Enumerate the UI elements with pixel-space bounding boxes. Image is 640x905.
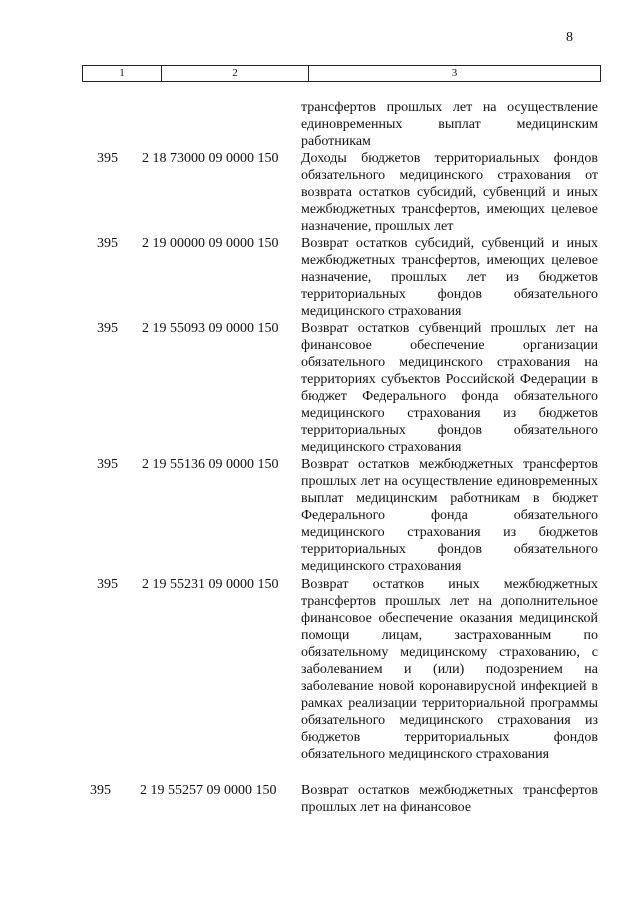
row-description: Доходы бюджетов территориальных фондов обязательного медицинского страхования от возврата остатков субсидий, субвенций и иных межбюджетных трансфертов, имеющих целевое назначение, прошлых лет [301,151,598,234]
admin-code: 395 [97,151,118,166]
admin-code: 395 [97,457,118,472]
budget-code: 2 19 55257 09 0000 150 [140,783,277,798]
budget-code: 2 18 73000 09 0000 150 [142,151,279,166]
admin-code: 395 [90,783,111,798]
page-number: 8 [566,30,573,45]
budget-code: 2 19 55231 09 0000 150 [142,577,279,592]
admin-code: 395 [97,577,118,592]
header-col-3: 3 [451,67,458,79]
header-col-2: 2 [162,66,309,81]
budget-code: 2 19 55093 09 0000 150 [142,321,279,336]
header-col-1: 1 [83,66,162,81]
continuation-description: трансфертов прошлых лет на осуществление единовременных выплат медицинским работникам [301,100,598,149]
row-description: Возврат остатков межбюджетных трансфертов прошлых лет на финансовое [301,783,598,815]
admin-code: 395 [97,321,118,336]
budget-code: 2 19 55136 09 0000 150 [142,457,279,472]
row-description: Возврат остатков иных межбюджетных трансфертов прошлых лет на дополнительное финансовое обеспечение оказания медицинской помощи лицам, застрахованным по обязательному медицинскому страхованию, с заболеванием и (или) подозрением на заболевание новой коронавирусной инфекцией в рамках реализации территориальной программы обязательного медицинского страхования из бюджетов территориальных фондов обязательного медицинского страхования [301,577,598,762]
row-description: Возврат остатков субвенций прошлых лет на финансовое обеспечение организации обязательного медицинского страхования на территориях субъектов Российской Федерации в бюджет Федерального фонда обязательного медицинского страхования из бюджетов территориальных фондов обязательного медицинского страхования [301,321,598,455]
row-description: Возврат остатков межбюджетных трансфертов прошлых лет на осуществление единовременных выплат медицинским работникам в бюджет Федерального фонда обязательного медицинского страхования из бюджетов территориальных фондов обязательного медицинского страхования [301,457,598,574]
budget-code: 2 19 00000 09 0000 150 [142,236,279,251]
row-description: Возврат остатков субсидий, субвенций и иных межбюджетных трансфертов, имеющих целевое назначение, прошлых лет из бюджетов территориальных фондов обязательного медицинского страхования [301,236,598,319]
table-header [82,65,601,82]
admin-code: 395 [97,236,118,251]
